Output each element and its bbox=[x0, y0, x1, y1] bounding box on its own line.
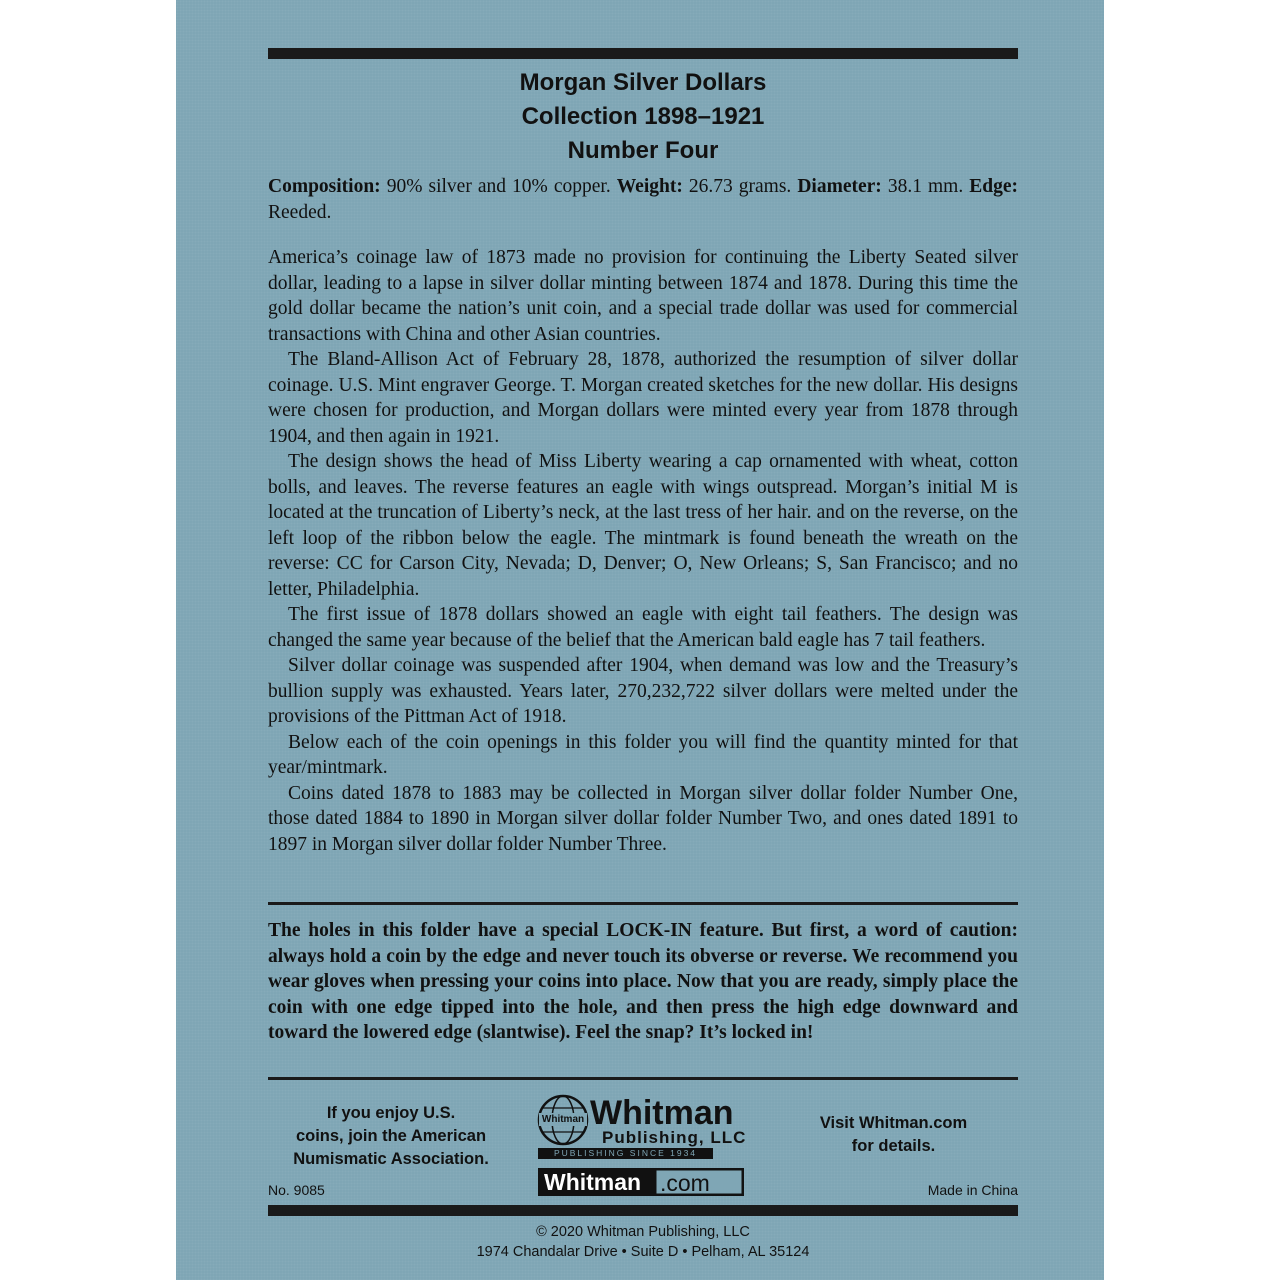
bottom-rule bbox=[268, 1205, 1018, 1216]
paragraph: Silver dollar coinage was suspended after 1904, when demand was low and the Treasury’s bullion supply was exhausted. Years later, 270,232,722 silver dollars were melted under the provisions of the Pittman Act of 1918. bbox=[268, 655, 1018, 727]
lockin-bottom-rule bbox=[268, 1077, 1018, 1080]
paragraph: America’s coinage law of 1873 made no provision for continuing the Liberty Seated silver dollar, leading to a lapse in silver dollar minting between 1874 and 1878. During this time the gold dollar became the nation’s unit coin, and a special trade dollar was used for commercial transactions with China and other Asian countries. bbox=[268, 247, 1018, 345]
title-line-2: Collection 1898–1921 bbox=[521, 103, 765, 130]
composition-label: Composition: bbox=[268, 176, 381, 197]
address-line: 1974 Chandalar Drive • Suite D • Pelham, AL 35124 bbox=[476, 1244, 810, 1260]
lockin-instructions: The holes in this folder have a special LOCK-IN feature. But first, a word of caution: always hold a coin by the edge and never touch its obverse or reverse. We recommend you wear gloves when pressing your coins into place. Now that you are ready, simply place the coin with one edge tipped into the hole, and then press the high edge downward and toward the lowered edge (slantwise). Feel the snap? It’s locked in! bbox=[268, 920, 1018, 1043]
top-rule bbox=[268, 48, 1018, 59]
whitman-logo bbox=[536, 1090, 751, 1200]
composition-value: 90% silver and 10% copper. bbox=[380, 176, 617, 197]
globe-label: Whitman bbox=[541, 1114, 585, 1125]
edge-value: Reeded. bbox=[268, 201, 332, 223]
dotcom-suffix: .com bbox=[660, 1170, 710, 1196]
logo-subtitle: Publishing, LLC bbox=[602, 1128, 747, 1147]
specifications bbox=[268, 174, 1018, 225]
visit-promo bbox=[786, 1112, 1001, 1158]
paragraph: The Bland-Allison Act of February 28, 1878, authorized the resumption of silver dollar coinage. U.S. Mint engraver George. T. Morgan created sketches for the new dollar. His designs were chosen for production, and Morgan dollars were minted every year from 1878 through 1904, and then again in 1921. bbox=[268, 349, 1018, 447]
ana-line: coins, join the American bbox=[295, 1127, 487, 1145]
folder-back-cover bbox=[176, 0, 1104, 1280]
paragraph: The first issue of 1878 dollars showed an eagle with eight tail feathers. The design was changed the same year because of the belief that the American bald eagle has 7 tail feathers. bbox=[268, 604, 1018, 651]
made-in: Made in China bbox=[927, 1182, 1018, 1198]
diameter-label: Diameter: bbox=[797, 176, 882, 197]
paragraph: Coins dated 1878 to 1883 may be collected in Morgan silver dollar folder Number One, those dated 1884 to 1890 in Morgan silver dollar folder Number Two, and ones dated 1891 to 1897 in Morgan silver dollar folder Number Three. bbox=[268, 782, 1018, 855]
logo-since: PUBLISHING SINCE 1934 bbox=[553, 1148, 698, 1158]
visit-line: Visit Whitman.com bbox=[819, 1114, 968, 1132]
page-title bbox=[268, 66, 1018, 168]
catalog-number: No. 9085 bbox=[268, 1182, 325, 1198]
dotcom-brand: Whitman bbox=[544, 1169, 642, 1195]
ana-promo bbox=[266, 1102, 516, 1171]
copyright-line: © 2020 Whitman Publishing, LLC bbox=[536, 1224, 750, 1240]
title-line-1: Morgan Silver Dollars bbox=[519, 69, 767, 96]
weight-label: Weight: bbox=[616, 176, 683, 197]
paragraph: The design shows the head of Miss Liberty wearing a cap ornamented with wheat, cotton bolls, and leaves. The reverse features an eagle with wings outspread. Morgan’s initial M is located at the truncation of Liberty’s neck, at the last tress of her hair. and on the reverse, on the left loop of the ribbon below the eagle. The mintmark is found beneath the wreath on the reverse: CC for Carson City, Nevada; D, Denver; O, New Orleans; S, San Francisco; and no letter, Philadelphia. bbox=[268, 451, 1018, 600]
title-line-3: Number Four bbox=[567, 137, 719, 164]
edge-label: Edge: bbox=[969, 176, 1018, 197]
weight-value: 26.73 grams. bbox=[682, 176, 798, 197]
lockin-top-rule bbox=[268, 902, 1018, 905]
copyright-block bbox=[268, 1222, 1018, 1262]
visit-line: for details. bbox=[851, 1137, 936, 1155]
ana-line: Numismatic Association. bbox=[293, 1150, 489, 1168]
ana-line: If you enjoy U.S. bbox=[326, 1104, 456, 1122]
diameter-value: 38.1 mm. bbox=[881, 176, 970, 197]
paragraph: Below each of the coin openings in this folder you will find the quantity minted for that year/mintmark. bbox=[268, 731, 1018, 778]
logo-name: Whitman bbox=[590, 1094, 734, 1132]
history-text bbox=[268, 245, 1018, 857]
